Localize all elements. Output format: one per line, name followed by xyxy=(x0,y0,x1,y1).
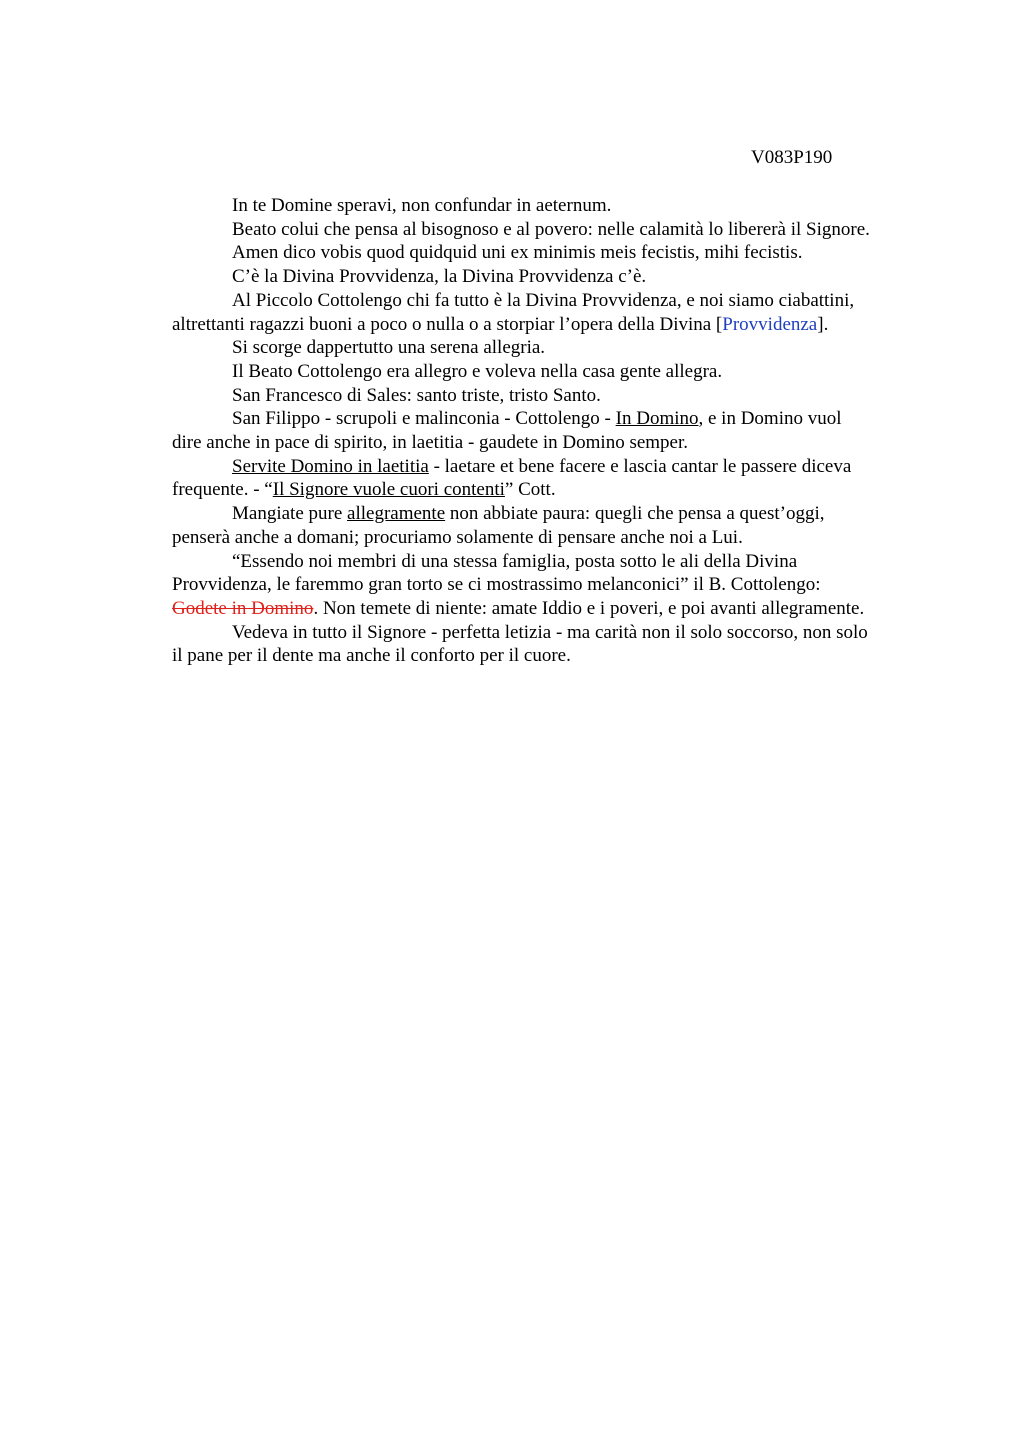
paragraph-line: “Essendo noi membri di una stessa famiglia, posta sotto le ali della Divina xyxy=(232,550,798,572)
paragraph-line xyxy=(172,478,932,502)
paragraph-9 xyxy=(172,407,932,454)
paragraph-12 xyxy=(172,550,932,621)
underlined-text: Servite Domino in laetitia xyxy=(232,455,429,477)
paragraph-line: dire anche in pace di spirito, in laetitia - gaudete in Domino semper. xyxy=(172,432,689,454)
inserted-text: Provvidenza xyxy=(722,313,818,335)
text-run: ” Cott. xyxy=(504,479,556,501)
paragraph-11 xyxy=(172,502,932,549)
paragraph-line xyxy=(172,455,932,479)
deleted-text: Godete in Domino xyxy=(172,597,314,619)
document-body xyxy=(172,194,932,668)
text-run: Mangiate pure xyxy=(232,503,348,525)
text-run: San Filippo - scrupoli e malinconia - Cottolengo - xyxy=(232,408,616,430)
paragraph-1 xyxy=(172,194,932,218)
paragraph-line: il pane per il dente ma anche il conforto per il cuore. xyxy=(172,645,571,667)
paragraph-line: C’è la Divina Provvidenza, la Divina Provvidenza c’è. xyxy=(232,266,647,288)
paragraph-3 xyxy=(172,241,932,265)
text-run: . Non temete di niente: amate Iddio e i poveri, e poi avanti allegramente. xyxy=(313,597,865,619)
paragraph-7 xyxy=(172,360,932,384)
paragraph-8 xyxy=(172,384,932,408)
underlined-text: In Domino xyxy=(615,408,699,430)
paragraph-line: San Francesco di Sales: santo triste, tristo Santo. xyxy=(232,384,601,406)
paragraph-6 xyxy=(172,336,932,360)
paragraph-line xyxy=(172,502,932,526)
paragraph-line xyxy=(172,313,932,337)
paragraph-line: In te Domine speravi, non confundar in aeternum. xyxy=(232,195,612,216)
text-run: , e in Domino vuol xyxy=(698,408,842,430)
text-run: - laetare et bene facere e lascia cantar le passere diceva xyxy=(428,455,852,477)
paragraph-line xyxy=(172,407,932,431)
paragraph-2 xyxy=(172,218,932,242)
text-run: ]. xyxy=(817,313,829,335)
paragraph-line: Si scorge dappertutto una serena allegria. xyxy=(232,337,546,359)
paragraph-13 xyxy=(172,621,932,668)
paragraph-line xyxy=(172,597,932,621)
text-run: frequente. - “ xyxy=(172,479,273,501)
paragraph-4 xyxy=(172,265,932,289)
underlined-text: Il Signore vuole cuori contenti xyxy=(272,479,505,501)
paragraph-10 xyxy=(172,455,932,502)
underlined-text: allegramente xyxy=(347,503,446,525)
text-run: altrettanti ragazzi buoni a poco o nulla o a storpiar l’opera della Divina [ xyxy=(172,313,723,335)
paragraph-line: penserà anche a domani; procuriamo solamente di pensare anche noi a Lui. xyxy=(172,526,743,548)
paragraph-line: Vedeva in tutto il Signore - perfetta letizia - ma carità non il solo soccorso, non solo xyxy=(232,621,868,643)
paragraph-line: Al Piccolo Cottolengo chi fa tutto è la Divina Provvidenza, e noi siamo ciabattini, xyxy=(232,289,855,311)
paragraph-5 xyxy=(172,289,932,336)
paragraph-line: Beato colui che pensa al bisognoso e al povero: nelle calamità lo libererà il Signore. xyxy=(232,218,870,240)
paragraph-line: Amen dico vobis quod quidquid uni ex minimis meis fecistis, mihi fecistis. xyxy=(232,242,803,264)
paragraph-line: Provvidenza, le faremmo gran torto se ci mostrassimo melanconici” il B. Cottolengo: xyxy=(172,574,821,596)
document-id: V083P190 xyxy=(751,147,833,168)
paragraph-line: Il Beato Cottolengo era allegro e voleva nella casa gente allegra. xyxy=(232,360,723,382)
text-run: non abbiate paura: quegli che pensa a quest’oggi, xyxy=(445,503,825,525)
